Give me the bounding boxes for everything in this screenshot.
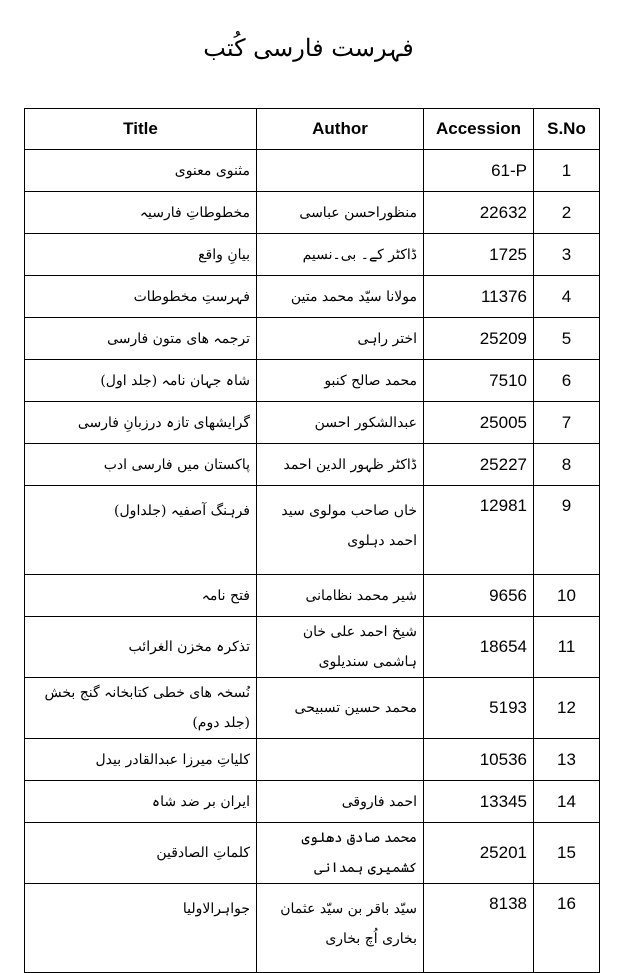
book-title-cell: ترجمہ ھای متون فارسی — [25, 318, 257, 360]
book-title-cell: کلماتِ الصادقین — [25, 823, 257, 884]
author-cell: احمد فاروقی — [257, 781, 424, 823]
author-cell: عبدالشکور احسن — [257, 402, 424, 444]
table-row — [25, 617, 600, 678]
column-header-title: Title — [25, 109, 257, 150]
book-title-cell: بیانِ واقع — [25, 234, 257, 276]
accession-cell: 25201 — [424, 823, 534, 884]
accession-cell: 5193 — [424, 678, 534, 739]
accession-cell: 9656 — [424, 575, 534, 617]
table-row — [25, 234, 600, 276]
author-cell: محمد حسین تسبیحی — [257, 678, 424, 739]
serial-number-cell: 7 — [534, 402, 600, 444]
column-header-sno: S.No — [534, 109, 600, 150]
accession-cell: 25227 — [424, 444, 534, 486]
author-cell: منظوراحسن عباسی — [257, 192, 424, 234]
author-cell: شیخ احمد علی خان ہاشمی سندیلوی — [257, 617, 424, 678]
serial-number-cell: 2 — [534, 192, 600, 234]
accession-cell: 7510 — [424, 360, 534, 402]
author-cell: شیر محمد نظامانی — [257, 575, 424, 617]
table-row — [25, 486, 600, 575]
accession-cell: 25005 — [424, 402, 534, 444]
author-cell: سیّد باقر بن سیّد عثمان بخاری اُچ بخاری — [257, 884, 424, 973]
serial-number-cell: 11 — [534, 617, 600, 678]
book-title-cell: فرہنگ آصفیہ (جلداول) — [25, 486, 257, 575]
table-row — [25, 884, 600, 973]
serial-number-cell: 13 — [534, 739, 600, 781]
accession-cell: 12981 — [424, 486, 534, 575]
column-header-accession: Accession — [424, 109, 534, 150]
table-row — [25, 444, 600, 486]
serial-number-cell: 9 — [534, 486, 600, 575]
table-row — [25, 318, 600, 360]
book-title-cell: مخطوطاتِ فارسیہ — [25, 192, 257, 234]
serial-number-cell: 3 — [534, 234, 600, 276]
catalog-table — [24, 108, 600, 973]
author-cell: محمد صالح کنبو — [257, 360, 424, 402]
accession-cell: 61-P — [424, 150, 534, 192]
serial-number-cell: 12 — [534, 678, 600, 739]
accession-cell: 18654 — [424, 617, 534, 678]
author-cell — [257, 739, 424, 781]
table-row — [25, 678, 600, 739]
author-cell — [257, 150, 424, 192]
serial-number-cell: 4 — [534, 276, 600, 318]
table-row — [25, 402, 600, 444]
serial-number-cell: 14 — [534, 781, 600, 823]
page-title: فہرست فارسی کُتب — [203, 34, 414, 62]
table-row — [25, 276, 600, 318]
book-title-cell: فہرستِ مخطوطات — [25, 276, 257, 318]
author-cell: ڈاکٹر کے۔ بی۔نسیم — [257, 234, 424, 276]
book-title-cell: مثنوی معنوی — [25, 150, 257, 192]
serial-number-cell: 16 — [534, 884, 600, 973]
author-cell: ڈاکٹر ظہور الدین احمد — [257, 444, 424, 486]
book-title-cell: نُسخہ ھای خطی کتابخانہ گنج بخش (جلد دوم) — [25, 678, 257, 739]
author-cell: مولانا سیّد محمد متین — [257, 276, 424, 318]
table-row — [25, 192, 600, 234]
book-title-cell: ایران بر ضد شاہ — [25, 781, 257, 823]
book-title-cell: گرایشھای تازہ درزبانِ فارسی — [25, 402, 257, 444]
book-title-cell: تذکرہ مخزن الغرائب — [25, 617, 257, 678]
author-cell: اختر راہی — [257, 318, 424, 360]
serial-number-cell: 6 — [534, 360, 600, 402]
accession-cell: 1725 — [424, 234, 534, 276]
author-cell: خاں صاحب مولوی سید احمد دہلوی — [257, 486, 424, 575]
table-row — [25, 150, 600, 192]
accession-cell: 22632 — [424, 192, 534, 234]
book-title-cell: کلیاتِ میرزا عبدالقادر بیدل — [25, 739, 257, 781]
table-row — [25, 360, 600, 402]
table-row — [25, 823, 600, 884]
header-row — [25, 109, 600, 150]
table-row — [25, 781, 600, 823]
book-title-cell: شاہ جہان نامہ (جلد اول) — [25, 360, 257, 402]
table-row — [25, 739, 600, 781]
serial-number-cell: 8 — [534, 444, 600, 486]
accession-cell: 8138 — [424, 884, 534, 973]
accession-cell: 13345 — [424, 781, 534, 823]
accession-cell: 25209 — [424, 318, 534, 360]
book-title-cell: فتح نامہ — [25, 575, 257, 617]
author-cell: محمد صادق دھلوی کشمیری ہمدانی — [257, 823, 424, 884]
book-title-cell: پاکستان میں فارسی ادب — [25, 444, 257, 486]
accession-cell: 11376 — [424, 276, 534, 318]
serial-number-cell: 15 — [534, 823, 600, 884]
accession-cell: 10536 — [424, 739, 534, 781]
serial-number-cell: 5 — [534, 318, 600, 360]
serial-number-cell: 10 — [534, 575, 600, 617]
serial-number-cell: 1 — [534, 150, 600, 192]
table-row — [25, 575, 600, 617]
column-header-author: Author — [257, 109, 424, 150]
book-title-cell: جواہرالاولیا — [25, 884, 257, 973]
